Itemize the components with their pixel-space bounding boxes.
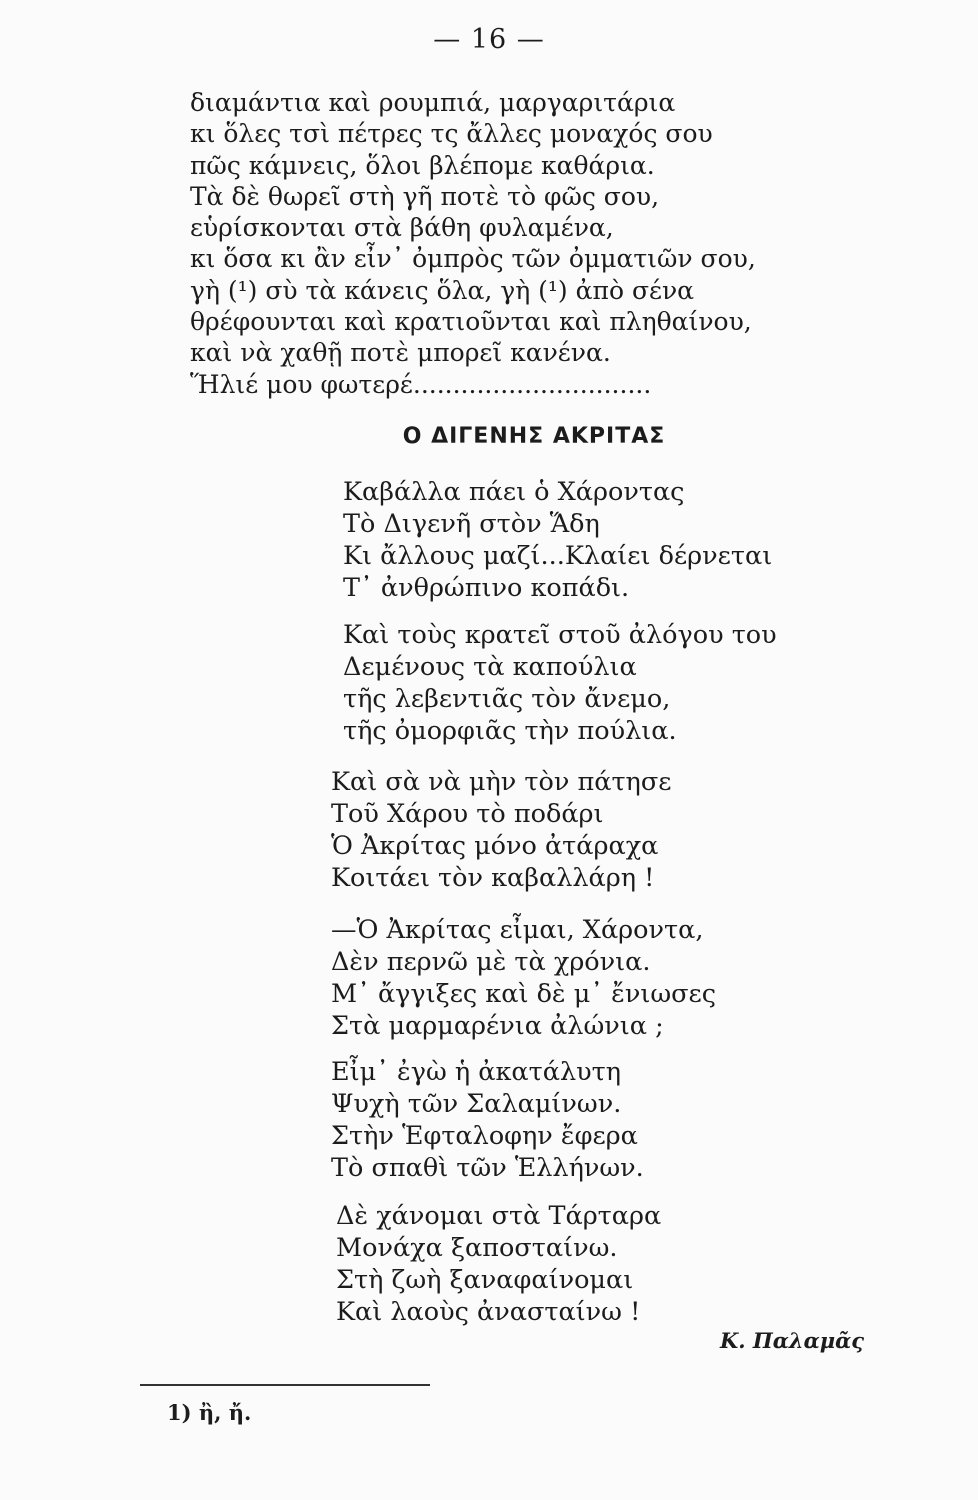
- verse-line: —Ὁ Ἀκρίτας εἶμαι, Χάροντα,: [331, 915, 704, 945]
- prose-block: [190, 87, 756, 400]
- verse-line: Καβάλλα πάει ὁ Χάροντας: [343, 477, 685, 507]
- verse-line: Ὁ Ἀκρίτας μόνο ἀτάραχα: [331, 831, 659, 861]
- prose-line: καὶ νὰ χαθῇ ποτὲ μπορεῖ κανένα.: [190, 338, 611, 368]
- verse-line: τῆς ὀμορφιᾶς τὴν πούλια.: [343, 716, 677, 746]
- verse-line: Δεμένους τὰ καπούλια: [343, 652, 637, 682]
- verse-line: Στὴν Ἑφταλοφην ἔφερα: [331, 1121, 638, 1151]
- stanza-2: [343, 619, 777, 747]
- stanza-1: [343, 476, 772, 604]
- footnote-divider: [140, 1384, 430, 1386]
- verse-line: Τὸ Διγενῆ στὸν Ἅδη: [343, 509, 600, 539]
- prose-line: πῶς κάμνεις, ὅλοι βλέπομε καθάρια.: [190, 150, 655, 180]
- verse-line: Τὸ σπαθὶ τῶν Ἑλλήνων.: [331, 1153, 644, 1183]
- page-number: — 16 —: [433, 24, 545, 55]
- verse-line: Μ᾿ ἄγγιξες καὶ δὲ μ᾿ ἔνιωσες: [331, 979, 717, 1009]
- verse-line: Δὲν περνῶ μὲ τὰ χρόνια.: [331, 947, 651, 977]
- verse-line: Δὲ χάνομαι στὰ Τάρταρα: [336, 1201, 662, 1231]
- prose-line: θρέφουνται καὶ κρατιοῦνται καὶ πληθαίνου,: [190, 307, 752, 337]
- prose-line: γὴ (¹) σὺ τὰ κάνεις ὅλα, γὴ (¹) ἀπὸ σένα: [190, 275, 695, 305]
- verse-line: Καὶ τοὺς κρατεῖ στοῦ ἀλόγου του: [343, 620, 777, 650]
- prose-line: κι ὅλες τσὶ πέτρες τς ἄλλες μοναχός σου: [190, 119, 713, 149]
- poem-title: Ο ΔΙΓΕΝΗΣ ΑΚΡΙΤΑΣ: [402, 424, 666, 449]
- verse-line: Στὴ ζωὴ ξαναφαίνομαι: [336, 1265, 634, 1295]
- footnote: 1) ἢ, ἤ.: [167, 1400, 252, 1425]
- prose-line: Ἥλιέ μου φωτερέ..............................: [190, 369, 652, 399]
- verse-line: Εἶμ᾿ ἐγὼ ἡ ἀκατάλυτη: [331, 1057, 622, 1087]
- prose-line: εὑρίσκονται στὰ βάθη φυλαμένα,: [190, 213, 614, 243]
- verse-line: Στὰ μαρμαρένια ἀλώνια ;: [331, 1011, 664, 1041]
- prose-line: διαμάντια καὶ ρουμπιά, μαργαριτάρια: [190, 88, 676, 117]
- verse-line: Ψυχὴ τῶν Σαλαμίνων.: [331, 1089, 622, 1119]
- author-signature: Κ. Παλαμᾶς: [720, 1328, 865, 1353]
- prose-line: Τὰ δὲ θωρεῖ στὴ γῆ ποτὲ τὸ φῶς σου,: [190, 181, 660, 211]
- stanza-6: [336, 1200, 661, 1328]
- verse-line: Κι ἄλλους μαζί...Κλαίει δέρνεται: [343, 541, 773, 571]
- stanza-5: [331, 1056, 644, 1184]
- stanza-4: [331, 914, 716, 1042]
- verse-line: Καὶ λαοὺς ἀνασταίνω !: [336, 1297, 641, 1327]
- verse-line: τῆς λεβεντιᾶς τὸν ἄνεμο,: [343, 684, 671, 714]
- verse-line: Τ᾿ ἀνθρώπινο κοπάδι.: [343, 573, 630, 603]
- verse-line: Κοιτάει τὸν καβαλλάρη !: [331, 863, 655, 893]
- stanza-3: [331, 766, 671, 894]
- verse-line: Τοῦ Χάρου τὸ ποδάρι: [331, 799, 604, 829]
- verse-line: Μονάχα ξαποσταίνω.: [336, 1233, 618, 1263]
- verse-line: Καὶ σὰ νὰ μὴν τὸν πάτησε: [331, 767, 672, 797]
- prose-line: κι ὅσα κι ἂν εἶν᾿ ὀμπρὸς τῶν ὀμματιῶν σου,: [190, 244, 756, 274]
